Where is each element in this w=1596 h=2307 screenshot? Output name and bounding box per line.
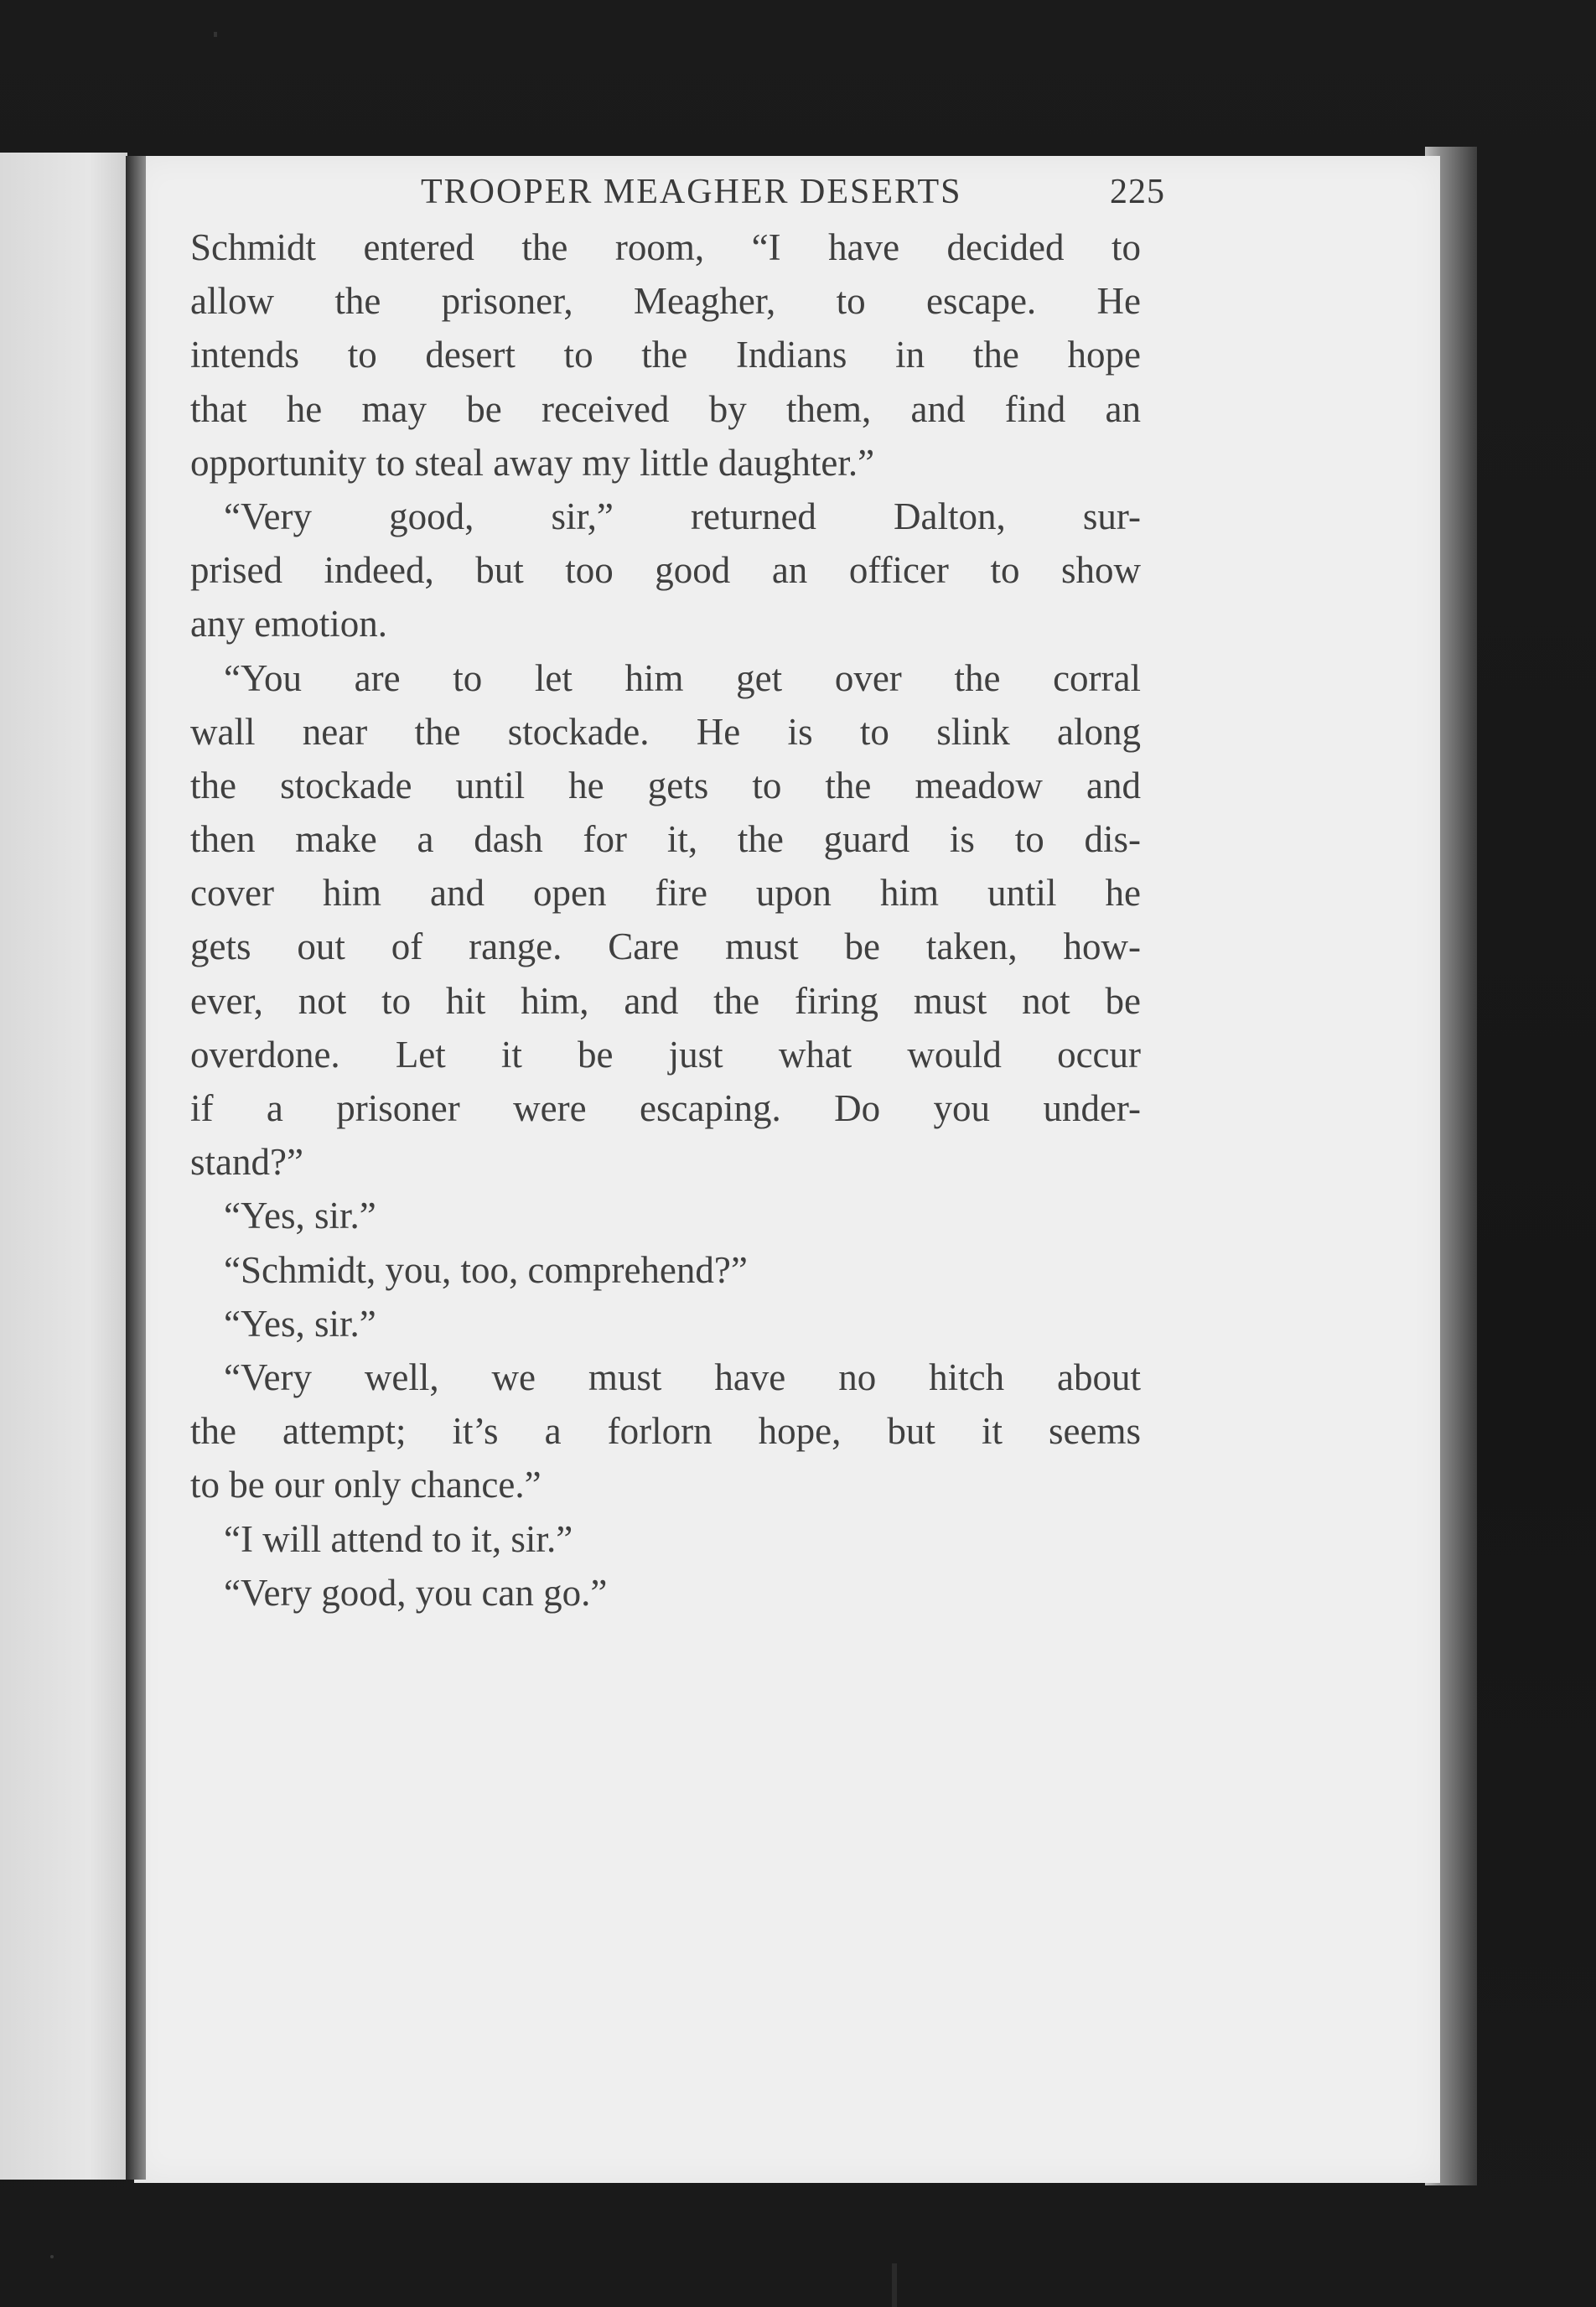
text-line: to be our only chance.” bbox=[190, 1464, 542, 1506]
text-line: prised indeed, but too good an officer to show bbox=[190, 549, 1141, 592]
text-line: wall near the stockade. He is to slink along bbox=[190, 710, 1141, 753]
body-text bbox=[190, 220, 1141, 1620]
text-line: intends to desert to the Indians in the hope bbox=[190, 334, 1141, 376]
text-line: overdone. Let it be just what would occur bbox=[190, 1033, 1141, 1076]
text-line: “Very good, you can go.” bbox=[224, 1571, 608, 1614]
text-line: “Schmidt, you, too, comprehend?” bbox=[224, 1248, 748, 1291]
text-line: “I will attend to it, sir.” bbox=[224, 1517, 573, 1560]
text-line: allow the prisoner, Meagher, to escape. He bbox=[190, 280, 1141, 323]
text-line: “You are to let him get over the corral bbox=[224, 656, 1141, 699]
text-line: any emotion. bbox=[190, 603, 387, 645]
running-head bbox=[285, 172, 1165, 222]
text-line: the stockade until he gets to the meadow and bbox=[190, 764, 1141, 806]
text-line: stand?” bbox=[190, 1141, 303, 1184]
text-line: “Yes, sir.” bbox=[224, 1302, 376, 1345]
text-line: “Yes, sir.” bbox=[224, 1195, 376, 1237]
text-line: opportunity to steal away my little daughter.” bbox=[190, 441, 875, 484]
text-line: the attempt; it’s a forlorn hope, but it seems bbox=[190, 1410, 1141, 1453]
text-line: Schmidt entered the room, “I have decided to bbox=[190, 226, 1141, 268]
scan-artifact-dot bbox=[214, 32, 217, 37]
text-line: if a prisoner were escaping. Do you under- bbox=[190, 1087, 1141, 1129]
text-line: gets out of range. Care must be taken, how- bbox=[190, 925, 1141, 968]
facing-page-edge bbox=[0, 153, 127, 2180]
scan-artifact-dot bbox=[50, 2255, 54, 2258]
scan-artifact-mark bbox=[892, 2263, 897, 2307]
text-line: then make a dash for it, the guard is to dis- bbox=[190, 818, 1141, 861]
page-gutter bbox=[126, 156, 146, 2180]
text-line: ever, not to hit him, and the firing must not be bbox=[190, 979, 1141, 1022]
text-line: “Very well, we must have no hitch about bbox=[224, 1356, 1141, 1398]
text-line: cover him and open fire upon him until he bbox=[190, 872, 1141, 915]
text-line: that he may be received by them, and find an bbox=[190, 387, 1141, 430]
running-title: TROOPER MEAGHER DESERTS bbox=[421, 173, 962, 211]
text-line: “Very good, sir,” returned Dalton, sur- bbox=[224, 495, 1141, 537]
page-number: 225 bbox=[1110, 173, 1165, 211]
